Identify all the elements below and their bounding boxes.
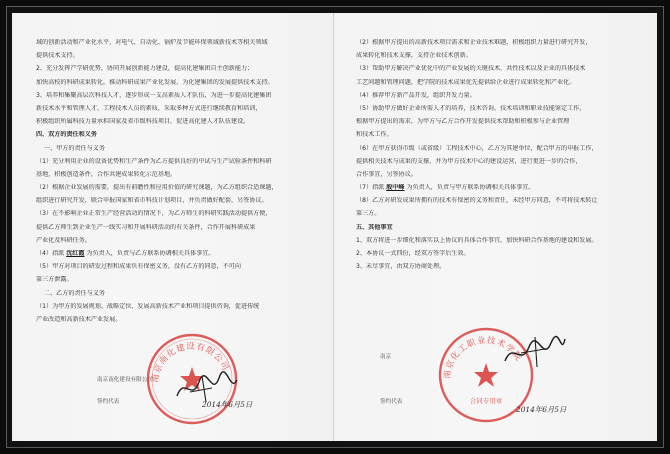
right-line: 成果转化和技术支撑，支持企业技术创新。 (356, 52, 472, 60)
left-line: （3）在不影响企业正常生产经营活动的情况下，为乙方师生的科研实践活动提供方便， (36, 210, 272, 218)
right-page-body (356, 39, 636, 276)
right-line: 工艺问题和管理问题，把学院的技术成果优先提供给企业进行成果转化和产业化。 (356, 78, 576, 86)
left-line: 第三方泄露。 (36, 276, 73, 284)
right-seal-subtext: 合同专用章 (469, 397, 503, 405)
left-line: （4）指派 沈红霞 为负责人，负责与乙方联系协调相关具体事宜。 (36, 250, 215, 257)
left-line: （1）充分利用企业的设备优势和生产条件为乙方提供良好的中试与生产试验条件和科研 (36, 157, 272, 165)
right-line: 合作事宜，另签协议。 (356, 170, 417, 178)
left-line: 基地，积极创造条件，合作共建成果转化示范基地。 (36, 170, 177, 178)
left-line: 加快高校的科研成果转化，推动科研成果产业化发展，为化建集团的发展提供技术支持。 (36, 78, 274, 86)
document-spread (12, 13, 657, 441)
left-sig-rep: 签约代表 (97, 399, 120, 405)
left-line: （5）甲方对项目的研发过程和成果负有保密义务，没有乙方的同意，不可向 (36, 263, 241, 271)
left-line: （1）为甲方的发展规划、战略定位、发展高新技术产业和项目提供咨询，促进传统 (36, 302, 260, 310)
right-line: 根据甲方提出的需求，为甲方与乙方合作开发提供技术帮助和积极参与企业管理 (356, 118, 570, 126)
right-line: （6）在甲方获得市级（或省级）工程技术中心，乙方为其建单位，配合甲方的申报工作， (356, 144, 598, 152)
left-line: （2）根据企业发展的需要，提出有前瞻性和应用价值的研究课题，为乙方组织合适课题， (36, 184, 278, 192)
right-line: （2）根据甲方提出的高新技术项目需求和企业技术难题，积极组织力量进行研究开发， (356, 39, 592, 46)
left-line: 产业改造和高新技术产业发展。 (36, 315, 122, 323)
left-line: 一、甲方的责任与义务 (44, 144, 105, 152)
left-line: 二、乙方的责任与义务 (44, 289, 105, 297)
right-line: （4）推荐甲方新产品开发，组织开发力量。 (356, 91, 476, 99)
left-line: 提供技术支持。 (36, 52, 79, 60)
left-date: 2014年6月5日 (202, 400, 253, 409)
left-line: 组织进行研究开发，联合申报国家和省市科技计划项目，并负责做好配套，另签协议。 (36, 197, 268, 205)
left-line: 四、双方的责任和义务 (36, 131, 97, 139)
right-line: 五、其他事宜 (356, 223, 393, 231)
left-line: 新技术水平和管理人才、工程技术人员的素质，采取多种方式进行继续教育和培训， (36, 104, 262, 112)
right-page (334, 13, 655, 441)
left-page (12, 13, 334, 441)
right-sig-rep: 签约代表 (380, 399, 403, 405)
right-line: （8）乙方对研发成果所拥有的技术有保密的义务和责任，未经甲方同意，不可将技术转让 (356, 197, 598, 205)
right-line: （3）帮助甲方解决产业优化中的产业发展的关键技术、共性技术以及企业的具体技术 (356, 65, 586, 73)
right-line: 第三方。 (356, 210, 381, 218)
left-line: 提供乙方师生到企业生产一线实习和开展科研活动的有关条件，合作开展科研成果 (36, 223, 256, 231)
left-line: 2、充分发挥产学研优势，协同开展创新能力建设，提高化建集团自主创新能力； (36, 65, 254, 73)
left-line: 3、培养和集聚高层次科技人才，逐步形成一支高素质人才队伍，为进一步提高化建集团 (36, 91, 272, 99)
right-line: （7）指派 殷中峰 为负责人，负责与甲方联系协调相关具体事宜。 (356, 184, 535, 192)
right-line: 和技术工作。 (356, 131, 393, 139)
right-line: （5）协助甲方做好企业所需人才的培养，技术咨询、技术培训和职业技能鉴定工作， (356, 104, 586, 112)
left-line: 域的创新活动和产业化水平，对电气、自动化、锅炉及节能环保领域新技术等相关领域 (36, 39, 268, 46)
right-line: 3、未尽事宜，由双方协商处理。 (356, 263, 446, 271)
right-signature (499, 331, 569, 373)
right-filled-name: 殷中峰 (386, 184, 405, 192)
right-seal-text: 南京化工职业技术学院 (442, 335, 524, 380)
right-date: 2014年6月5日 (516, 405, 567, 414)
left-line: 积极组织所属科技力量承担国家及省市级科技项目，促进高化建人才队伍建设。 (36, 118, 250, 126)
left-filled-name: 沈红霞 (66, 250, 85, 257)
right-line: 提供相关技术与成果的支撑，并为甲方技术中心的建设运营，进行更进一步的合作， (356, 157, 582, 165)
right-sig-company: 南京 (380, 354, 392, 360)
left-line: 产业化及科研任务。 (36, 236, 91, 244)
left-page-body (36, 39, 312, 329)
right-line: 2、本协议一式四份，经双方签字后生效。 (356, 250, 470, 257)
right-line: 1、双方将进一步细化和落实以上协议的具体合作事宜，加快科研合作基地的建设和发展。 (356, 236, 598, 244)
left-seal-text: 南京南化建设有限公司 (150, 341, 231, 384)
left-sig-company: 南京南化建设有限公司 (97, 377, 153, 383)
